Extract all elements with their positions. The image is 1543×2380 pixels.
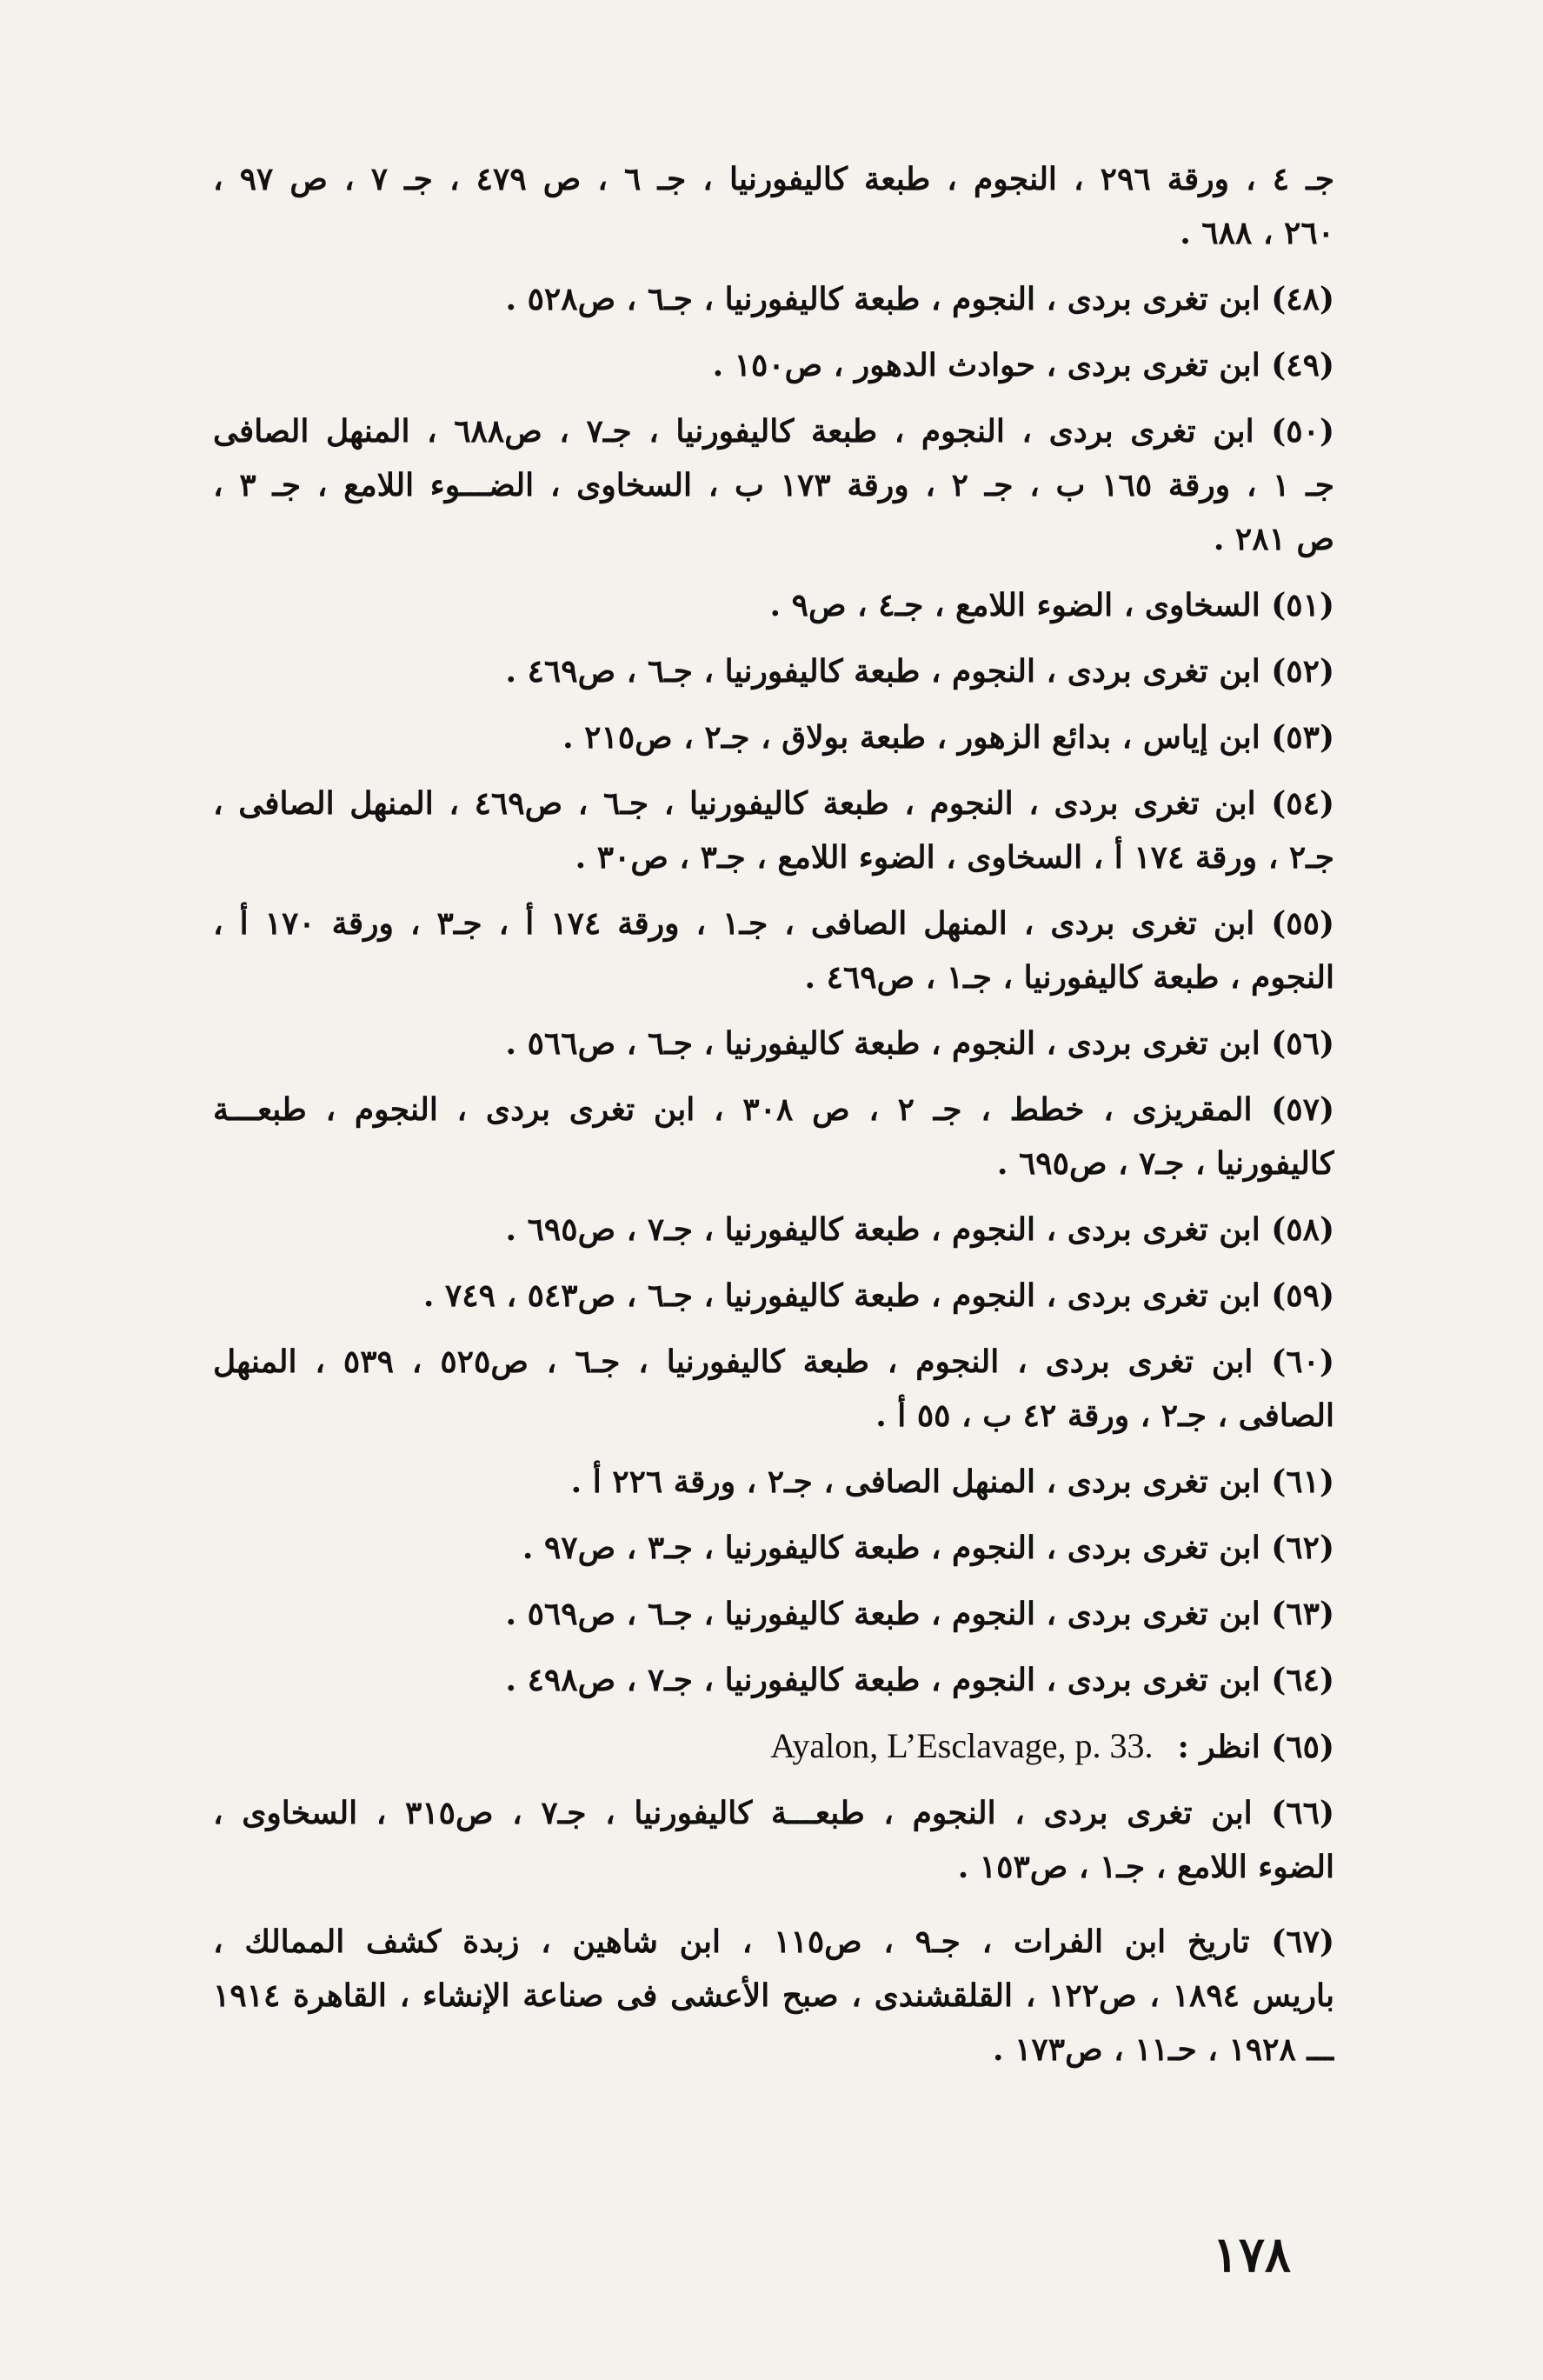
note-line: (٦١) ابن تغرى بردى ، المنهل الصافى ، جـ٢ ، ورقة ٢٢٦ أ . xyxy=(570,1463,1334,1500)
note-line: كاليفورنيا ، جـ٧ ، ص٦٩٥ . xyxy=(996,1145,1334,1182)
note-line: الصافى ، جـ٢ ، ورقة ٤٢ ب ، ٥٥ أ . xyxy=(875,1397,1334,1434)
note-65-label: (٦٥) انظر : xyxy=(1177,1729,1334,1765)
note-line: ٢٦٠ ، ٦٨٨ . xyxy=(1180,215,1334,251)
note-line: ص ٢٨١ . xyxy=(1213,521,1334,557)
note-line: جـ ٤ ، ورقة ٢٩٦ ، النجوم ، طبعة كاليفورنيا ، جـ ٦ ، ص ٤٧٩ ، جـ ٧ ، ص ٩٧ ، xyxy=(213,161,1334,197)
note-line: (٦٣) ابن تغرى بردى ، النجوم ، طبعة كاليفورنيا ، جـ٦ ، ص٥٦٩ . xyxy=(505,1596,1334,1632)
note-line: النجوم ، طبعة كاليفورنيا ، جـ١ ، ص٤٦٩ . xyxy=(804,959,1334,996)
note-line: ـــ ١٩٢٨ ، حـ١١ ، ص١٧٣ . xyxy=(992,2031,1334,2068)
note-line: (٥٤) ابن تغرى بردى ، النجوم ، طبعة كاليفورنيا ، جـ٦ ، ص٤٦٩ ، المنهل الصافى ، xyxy=(213,785,1334,822)
note-line: باريس ١٨٩٤ ، ص١٢٢ ، القلقشندى ، صبح الأعشى فى صناعة الإنشاء ، القاهرة ١٩١٤ xyxy=(213,1977,1334,2014)
note-line: جـ ١ ، ورقة ١٦٥ ب ، جـ ٢ ، ورقة ١٧٣ ب ، السخاوى ، الضـــوء اللامع ، جـ ٣ ، xyxy=(213,467,1334,503)
note-line: (٤٨) ابن تغرى بردى ، النجوم ، طبعة كاليفورنيا ، جـ٦ ، ص٥٢٨ . xyxy=(505,281,1334,317)
note-65 xyxy=(213,1719,1334,1774)
page-number: ١٧٨ xyxy=(1212,2226,1291,2283)
note-line: (٥٢) ابن تغرى بردى ، النجوم ، طبعة كاليفورنيا ، جـ٦ ، ص٤٦٩ . xyxy=(505,653,1334,690)
note-line: (٥٨) ابن تغرى بردى ، النجوم ، طبعة كاليفورنيا ، جـ٧ ، ص٦٩٥ . xyxy=(505,1211,1334,1248)
note-line: (٦٧) تاريخ ابن الفرات ، جـ٩ ، ص١١٥ ، ابن شاهين ، زبدة كشف الممالك ، xyxy=(213,1923,1334,1960)
note-line: (٥٣) ابن إياس ، بدائع الزهور ، طبعة بولاق ، جـ٢ ، ص٢١٥ . xyxy=(562,719,1334,756)
note-line: جـ٢ ، ورقة ١٧٤ أ ، السخاوى ، الضوء اللامع ، جـ٣ ، ص٣٠ . xyxy=(575,839,1334,876)
note-line: (٥٦) ابن تغرى بردى ، النجوم ، طبعة كاليفورنيا ، جـ٦ ، ص٥٦٦ . xyxy=(505,1025,1334,1062)
footnotes-block xyxy=(213,152,1334,2077)
note-line: (٦٠) ابن تغرى بردى ، النجوم ، طبعة كاليفورنيا ، جـ٦ ، ص٥٢٥ ، ٥٣٩ ، المنهل xyxy=(213,1343,1334,1380)
note-line: (٥٩) ابن تغرى بردى ، النجوم ، طبعة كاليفورنيا ، جـ٦ ، ص٥٤٣ ، ٧٤٩ . xyxy=(422,1277,1334,1314)
note-line: (٥١) السخاوى ، الضوء اللامع ، جـ٤ ، ص٩ . xyxy=(769,587,1334,623)
note-line: (٥٥) ابن تغرى بردى ، المنهل الصافى ، جـ١ ، ورقة ١٧٤ أ ، جـ٣ ، ورقة ١٧٠ أ ، xyxy=(213,905,1334,942)
note-line: (٥٧) المقريزى ، خطط ، جـ ٢ ، ص ٣٠٨ ، ابن تغرى بردى ، النجوم ، طبعـــة xyxy=(213,1091,1334,1128)
note-line: (٦٤) ابن تغرى بردى ، النجوم ، طبعة كاليفورنيا ، جـ٧ ، ص٤٩٨ . xyxy=(505,1662,1334,1698)
note-line: الضوء اللامع ، جـ١ ، ص١٥٣ . xyxy=(957,1849,1334,1885)
note-line: (٤٩) ابن تغرى بردى ، حوادث الدهور ، ص١٥٠ . xyxy=(712,347,1334,383)
note-line: (٦٦) ابن تغرى بردى ، النجوم ، طبعـــة كاليفورنيا ، جـ٧ ، ص٣١٥ ، السخاوى ، xyxy=(213,1795,1334,1831)
note-line: (٥٠) ابن تغرى بردى ، النجوم ، طبعة كاليفورنيا ، جـ٧ ، ص٦٨٨ ، المنهل الصافى xyxy=(213,413,1334,450)
note-65-citation: Ayalon, L’Esclavage, p. 33. xyxy=(770,1726,1154,1765)
note-line: (٦٢) ابن تغرى بردى ، النجوم ، طبعة كاليفورنيا ، جـ٣ ، ص٩٧ . xyxy=(522,1530,1334,1566)
